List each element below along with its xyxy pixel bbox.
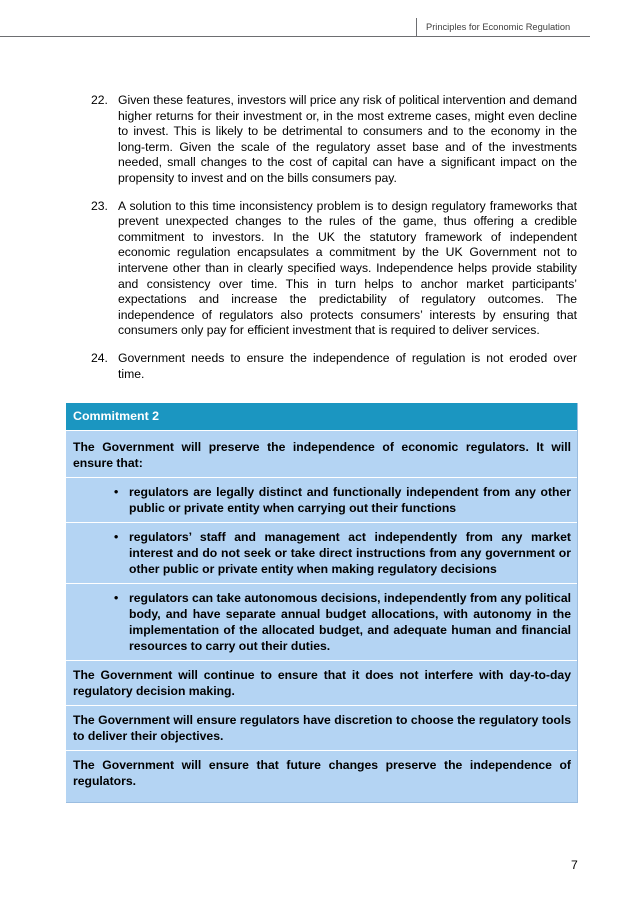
bullet-text: regulators are legally distinct and functionally independent from any other public or private entity when carrying out their functions [129,485,571,515]
bullet-text: regulators’ staff and management act independently from any market interest and do not seek or take direct instructions from any government or other public or private entity when making regulatory decisions [129,530,571,576]
bullet-text: regulators can take autonomous decisions, independently from any political body, and have separate annual budget allocations, with autonomy in the implementation of the allocated budget, and adequate human and financial resources to carry out their duties. [129,591,571,653]
header-title: Principles for Economic Regulation [426,22,571,32]
bullet-icon: • [114,591,119,605]
paragraph-text: A solution to this time inconsistency problem is to design regulatory frameworks that prevent unexpected changes to the rules of the game, thus offering a credible commitment to investors. In the UK the statutory framework of independent economic regulation encapsulates a commitment by the UK Government not to intervene other than in clearly specified ways. Independence helps provide stability and consistency over time. This in turn helps to anchor market participants’ expectations and increase the predictability of regulatory outcomes. The independence of regulators also protects consumers’ interests by ensuring that consumers only pay for efficient investment that is required to deliver services. [118,198,577,338]
commitment-statement: The Government will continue to ensure that it does not interfere with day-to-day regulatory decision making. [73,668,571,698]
commitment-heading: Commitment 2 [66,403,577,430]
running-header [0,0,638,38]
commitment-box [66,403,578,803]
bullet-icon: • [114,530,119,544]
paragraph-text: Given these features, investors will price any risk of political intervention and demand higher returns for their investment or, in the most extreme cases, might even decline to invest. This is likely to be detrimental to consumers and to the economy in the long-term. Given the scale of the regulatory asset base and of the investments needed, small changes to the cost of capital can have a significant impact on the propensity to invest and on the bills consumers pay. [118,93,577,185]
header-divider [416,18,417,37]
paragraph-number: 23. [91,198,108,213]
paragraph-24 [91,351,577,382]
commitment-statement: The Government will ensure regulators have discretion to choose the regulatory tools to deliver their objectives. [73,713,571,743]
commitment-bullet [66,523,577,583]
paragraph-text: Government needs to ensure the independence of regulation is not eroded over time. [118,350,577,381]
commitment-statement: The Government will ensure that future changes preserve the independence of regulators. [73,758,571,788]
commitment-bullet [66,584,577,660]
paragraph-number: 24. [91,350,108,365]
commitment-bullet [66,478,577,522]
bullet-icon: • [114,485,119,499]
paragraph-23 [91,199,577,339]
paragraph-22 [91,93,577,187]
page-number: 7 [571,858,578,872]
body-paragraphs [91,93,577,394]
commitment-intro: The Government will preserve the independence of economic regulators. It will ensure that: [73,440,571,470]
paragraph-number: 22. [91,93,108,107]
header-rule [0,36,590,37]
